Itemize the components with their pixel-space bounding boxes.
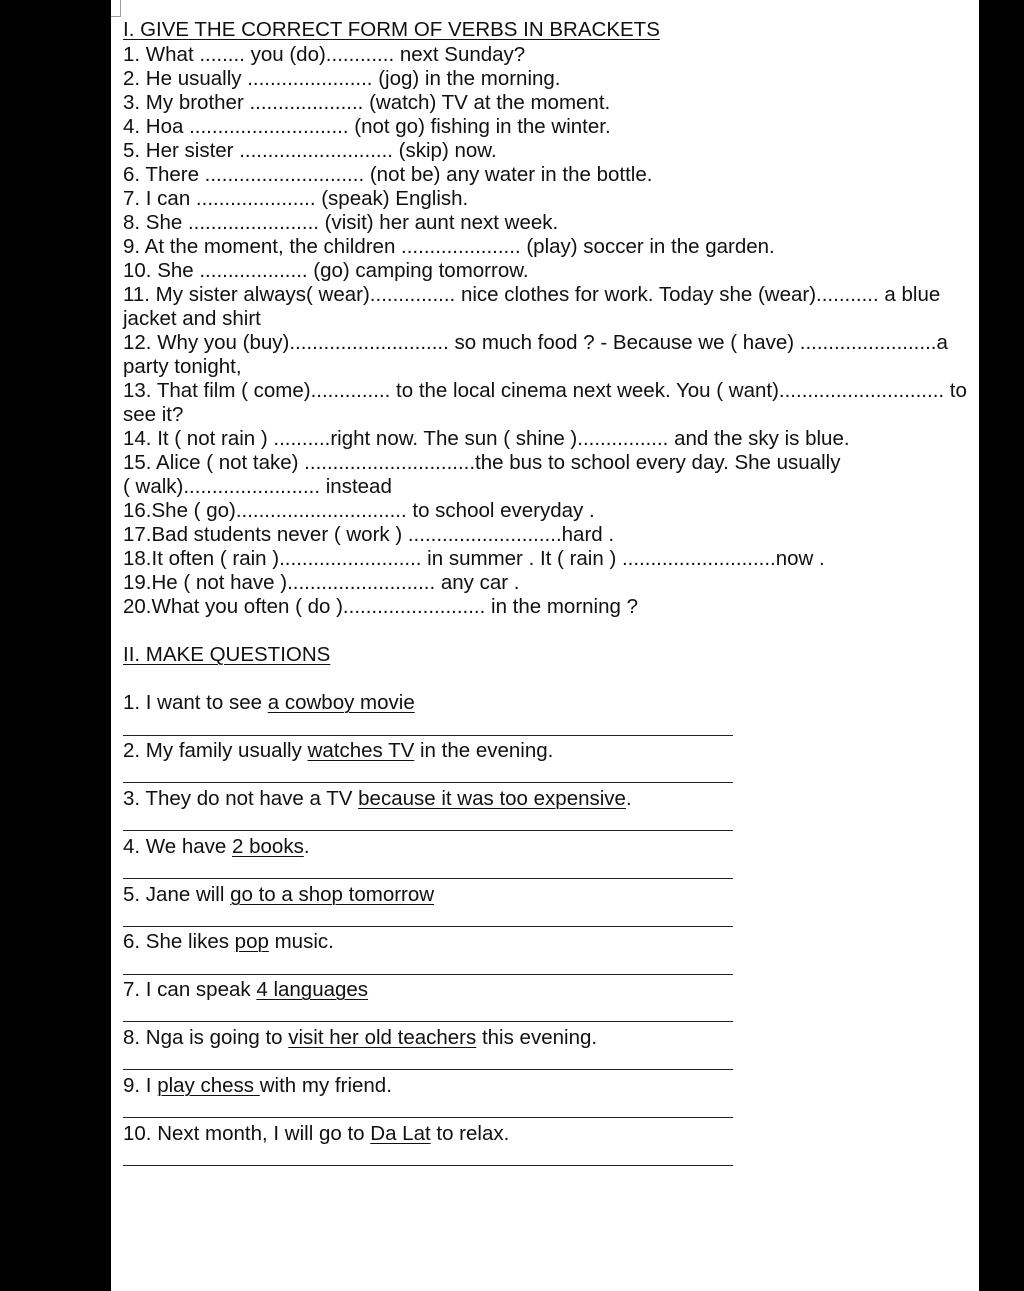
exercise-line: 18.It often ( rain )......................... in summer . It ( rain ) ...........................now . (123, 547, 825, 570)
exercise-line: 20.What you often ( do )......................... in the morning ? (123, 595, 639, 618)
exercise-line: see it? (123, 403, 184, 426)
exercise-line: 9. At the moment, the children ..................... (play) soccer in the garden. (123, 235, 775, 258)
section2-heading: II. MAKE QUESTIONS (123, 643, 331, 666)
exercise-line: party tonight, (123, 355, 242, 378)
exercise-line: 2. He usually ...................... (jog) in the morning. (123, 67, 561, 90)
exercise-line: 6. There ............................ (not be) any water in the bottle. (123, 163, 653, 186)
answer-line (123, 1165, 733, 1166)
answer-line (123, 830, 733, 831)
answer-line (123, 735, 733, 736)
question-item: 4. We have 2 books. (123, 835, 310, 858)
answer-line (123, 782, 733, 783)
exercise-line: 3. My brother .................... (watch) TV at the moment. (123, 91, 611, 114)
exercise-line: jacket and shirt (123, 307, 261, 330)
exercise-line: 14. It ( not rain ) ..........right now. The sun ( shine )................ and the sky is blue. (123, 427, 850, 450)
question-item: 6. She likes pop music. (123, 930, 334, 953)
question-item: 5. Jane will go to a shop tomorrow (123, 883, 435, 906)
question-item: 8. Nga is going to visit her old teachers this evening. (123, 1026, 598, 1049)
page-corner-mark (111, 0, 121, 17)
exercise-line: 15. Alice ( not take) ..............................the bus to school every day. She usually (123, 451, 841, 474)
section1-heading: I. GIVE THE CORRECT FORM OF VERBS IN BRACKETS (123, 18, 660, 41)
exercise-line: 8. She ....................... (visit) her aunt next week. (123, 211, 559, 234)
exercise-line: 19.He ( not have ).......................... any car . (123, 571, 520, 594)
worksheet-page (111, 0, 979, 1291)
answer-line (123, 1069, 733, 1070)
question-item: 1. I want to see a cowboy movie (123, 691, 415, 714)
answer-line (123, 1117, 733, 1118)
exercise-line: 11. My sister always( wear)............... nice clothes for work. Today she (wear)........... a blue (123, 283, 941, 306)
exercise-line: 4. Hoa ............................ (not go) fishing in the winter. (123, 115, 611, 138)
answer-line (123, 974, 733, 975)
question-item: 9. I play chess with my friend. (123, 1074, 392, 1097)
answer-line (123, 1021, 733, 1022)
question-item: 10. Next month, I will go to Da Lat to relax. (123, 1122, 510, 1145)
question-item: 3. They do not have a TV because it was too expensive. (123, 787, 632, 810)
answer-line (123, 878, 733, 879)
exercise-line: 17.Bad students never ( work ) ...........................hard . (123, 523, 615, 546)
exercise-line: 13. That film ( come).............. to the local cinema next week. You ( want)............................. to (123, 379, 967, 402)
exercise-line: 10. She ................... (go) camping tomorrow. (123, 259, 529, 282)
exercise-line: 1. What ........ you (do)............ next Sunday? (123, 43, 526, 66)
exercise-line: ( walk)........................ instead (123, 475, 392, 498)
question-item: 2. My family usually watches TV in the evening. (123, 739, 554, 762)
answer-line (123, 926, 733, 927)
exercise-line: 16.She ( go).............................. to school everyday . (123, 499, 595, 522)
exercise-line: 7. I can ..................... (speak) English. (123, 187, 469, 210)
question-item: 7. I can speak 4 languages (123, 978, 369, 1001)
exercise-line: 12. Why you (buy)............................ so much food ? - Because we ( have) ........................a (123, 331, 948, 354)
exercise-line: 5. Her sister ........................... (skip) now. (123, 139, 497, 162)
